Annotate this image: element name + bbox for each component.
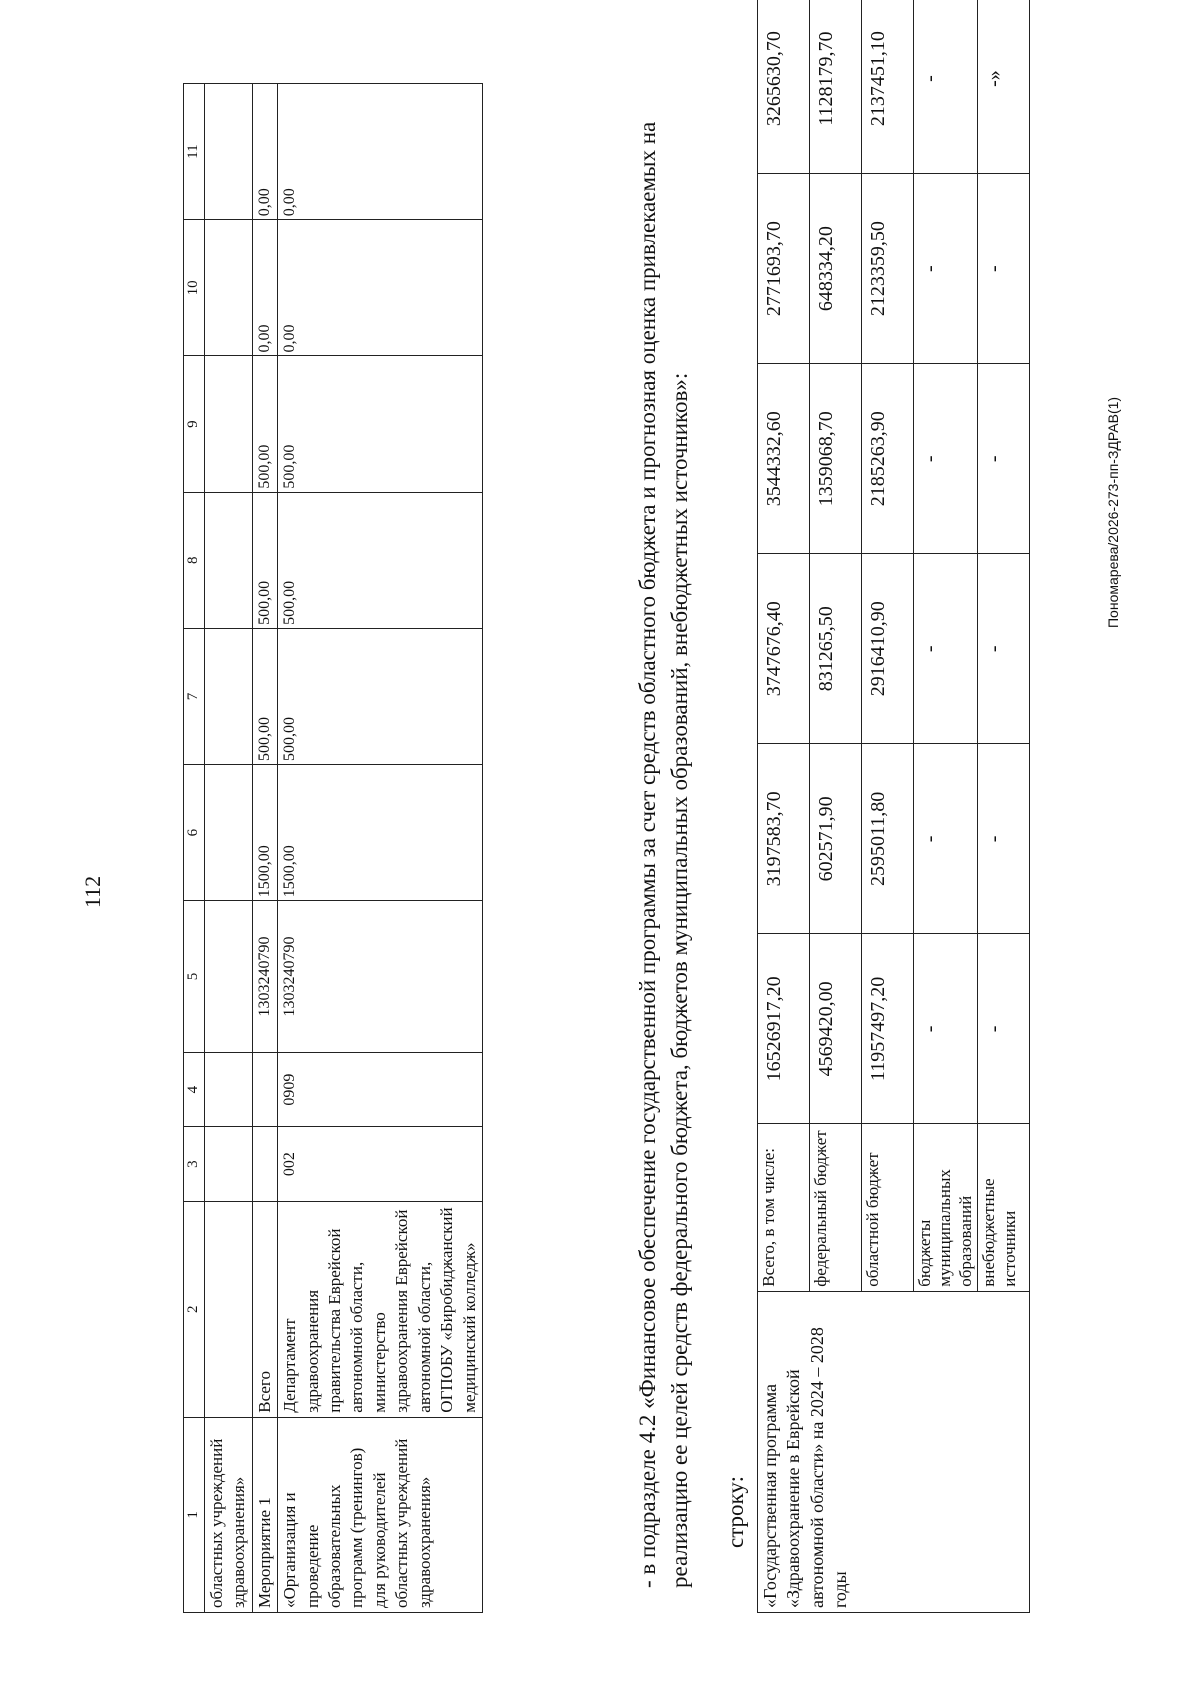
table-cell: 3197583,70 xyxy=(758,744,810,934)
measures-table xyxy=(183,83,483,1613)
column-header: 3 xyxy=(184,1127,205,1202)
table-cell: 1500,00 xyxy=(278,765,483,901)
table-header-row xyxy=(184,84,205,1613)
table-cell: 2916410,90 xyxy=(862,554,914,744)
table-cell xyxy=(204,1127,252,1202)
column-header: 8 xyxy=(184,492,205,628)
table-cell xyxy=(204,901,252,1053)
subsection-paragraph: - в подразделе 4.2 «Финансовое обеспечение государственной программы за счет средств областного бюджета и прогнозная оценка привлекаемых на реализацию ее целей средств федерального бюджета, бюджетов муниципальных образований, внебюджетных источников»: xyxy=(635,121,692,1588)
table-cell: Мероприятие 1 xyxy=(252,1417,277,1612)
document-footer: Пономарева/2026-273-пп-ЗДРАВ(1) xyxy=(1105,396,1121,628)
column-header: 11 xyxy=(184,84,205,220)
table-cell: 831265,50 xyxy=(810,554,862,744)
table-cell: 1128179,70 xyxy=(810,0,862,174)
table-cell: 0,00 xyxy=(252,84,277,220)
column-header: 1 xyxy=(184,1417,205,1612)
table-cell: 3747676,40 xyxy=(758,554,810,744)
column-header: 7 xyxy=(184,628,205,764)
table-cell: 2123359,50 xyxy=(862,174,914,364)
table-cell: 1303240790 xyxy=(278,901,483,1053)
table-cell: 500,00 xyxy=(278,492,483,628)
table-row xyxy=(278,84,483,1613)
table-cell: 500,00 xyxy=(278,628,483,764)
table-cell xyxy=(204,220,252,356)
column-header: 10 xyxy=(184,220,205,356)
table-cell: -» xyxy=(978,0,1030,174)
table-cell: - xyxy=(978,174,1030,364)
table-cell: федеральный бюджет xyxy=(810,1124,862,1291)
table-cell: 648334,20 xyxy=(810,174,862,364)
table-cell: 0,00 xyxy=(278,84,483,220)
column-header: 6 xyxy=(184,765,205,901)
row-label-text: строку: xyxy=(723,1476,748,1548)
table-cell: 1500,00 xyxy=(252,765,277,901)
table-cell: областных учреждений здравоохранения» xyxy=(204,1417,252,1612)
table-cell: 2185263,90 xyxy=(862,364,914,554)
table-cell: 2137451,10 xyxy=(862,0,914,174)
column-header: 5 xyxy=(184,901,205,1053)
table-cell: - xyxy=(914,0,978,174)
table-cell xyxy=(204,1201,252,1417)
table-cell: 11957497,20 xyxy=(862,934,914,1124)
table-cell: внебюджетные источники xyxy=(978,1124,1030,1291)
table-cell: 500,00 xyxy=(252,492,277,628)
table-cell: 602571,90 xyxy=(810,744,862,934)
table-cell: 0909 xyxy=(278,1052,483,1127)
table-cell: - xyxy=(914,934,978,1124)
program-name-cell: «Государственная программа «Здравоохранение в Еврейской автономной области» на 2024 – 2028 годы xyxy=(758,1291,1030,1612)
page-number: 112 xyxy=(80,875,105,908)
table-cell: 3265630,70 xyxy=(758,0,810,174)
table-cell xyxy=(204,628,252,764)
table-cell: Департамент здравоохранения правительства Еврейской автономной области, министерство здравоохранения Еврейской автономной области, ОГПОБУ «Биробиджанский медицинский колледж» xyxy=(278,1201,483,1417)
table-cell: 500,00 xyxy=(252,356,277,492)
table-row xyxy=(252,84,277,1613)
table-cell: - xyxy=(914,364,978,554)
table-cell: Всего xyxy=(252,1201,277,1417)
table-cell xyxy=(204,1052,252,1127)
table-cell: 1303240790 xyxy=(252,901,277,1053)
column-header: 2 xyxy=(184,1201,205,1417)
table-cell: 2771693,70 xyxy=(758,174,810,364)
table-cell: бюджеты муниципальных образований xyxy=(914,1124,978,1291)
table-cell: 500,00 xyxy=(252,628,277,764)
column-header: 4 xyxy=(184,1052,205,1127)
table-cell xyxy=(252,1052,277,1127)
table-cell: 0,00 xyxy=(252,220,277,356)
table-cell: 1359068,70 xyxy=(810,364,862,554)
financing-table xyxy=(757,0,1030,1613)
table-cell: 002 xyxy=(278,1127,483,1202)
table-cell: 500,00 xyxy=(278,356,483,492)
table-row xyxy=(204,84,252,1613)
table-cell: - xyxy=(978,554,1030,744)
table-cell: - xyxy=(914,744,978,934)
table-cell xyxy=(204,492,252,628)
table-cell: - xyxy=(978,744,1030,934)
table-cell xyxy=(204,765,252,901)
table-cell: 0,00 xyxy=(278,220,483,356)
table-cell: - xyxy=(978,934,1030,1124)
table-cell: 4569420,00 xyxy=(810,934,862,1124)
table-row xyxy=(758,0,810,1613)
table-cell: 3544332,60 xyxy=(758,364,810,554)
table-cell: 2595011,80 xyxy=(862,744,914,934)
table-cell: «Организация и проведение образовательных программ (тренингов) для руководителей областных учреждений здравоохранения» xyxy=(278,1417,483,1612)
table-cell xyxy=(204,356,252,492)
table-cell xyxy=(204,84,252,220)
table-cell: - xyxy=(914,554,978,744)
table-cell: - xyxy=(978,364,1030,554)
table-cell: 16526917,20 xyxy=(758,934,810,1124)
table-cell xyxy=(252,1127,277,1202)
table-cell: Всего, в том числе: xyxy=(758,1124,810,1291)
table-cell: областной бюджет xyxy=(862,1124,914,1291)
table-cell: - xyxy=(914,174,978,364)
column-header: 9 xyxy=(184,356,205,492)
